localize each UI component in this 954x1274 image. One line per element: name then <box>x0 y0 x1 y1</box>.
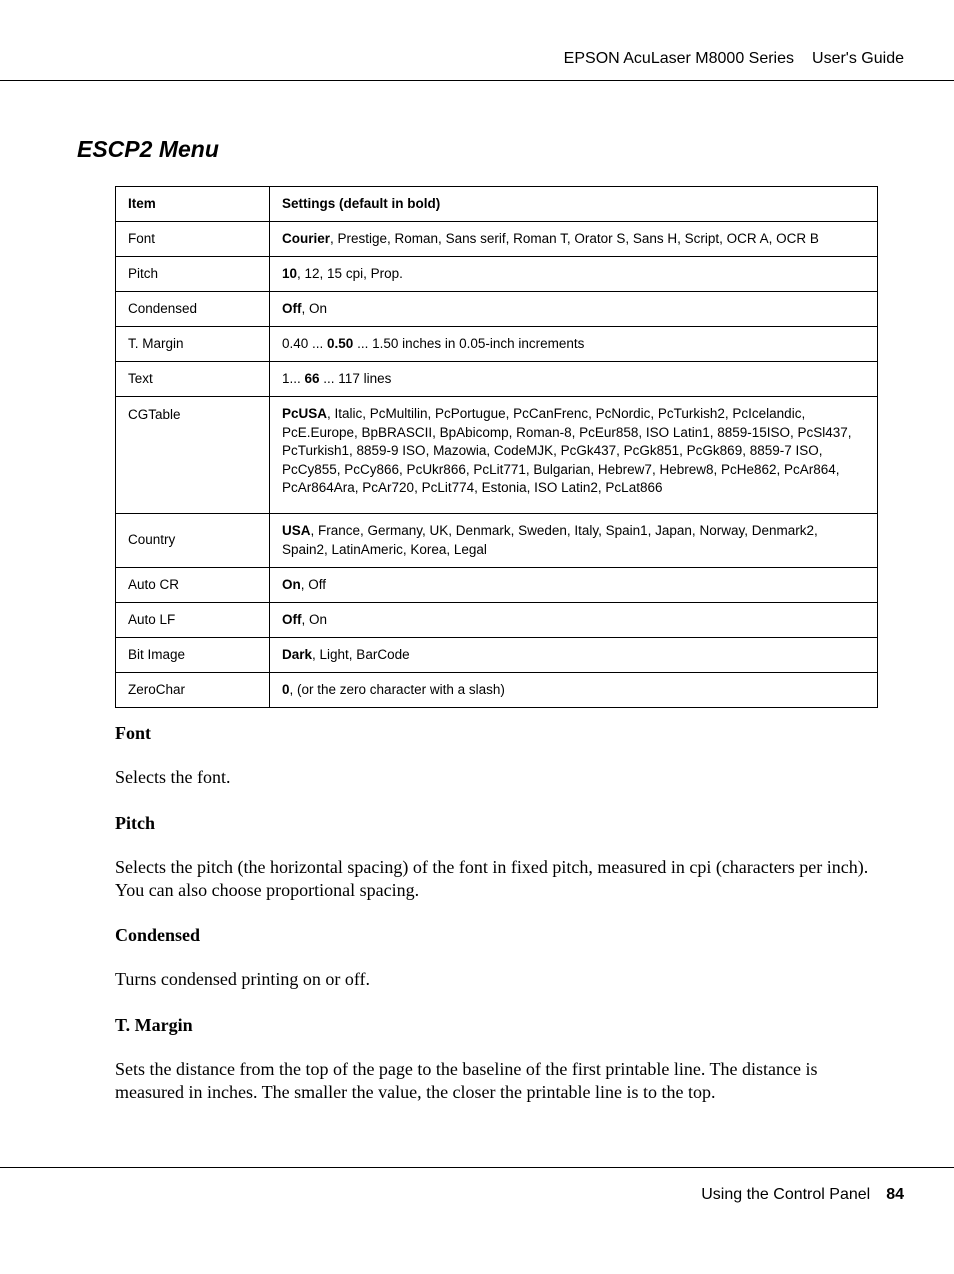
row-item: CGTable <box>116 397 270 514</box>
row-settings <box>270 514 878 568</box>
other-values: , 12, 15 cpi, Prop. <box>297 265 403 281</box>
column-header-settings: Settings (default in bold) <box>270 187 878 222</box>
other-values: , Prestige, Roman, Sans serif, Roman T, Orator S, Sans H, Script, OCR A, OCR B <box>330 230 819 246</box>
row-item: Text <box>116 362 270 397</box>
other-values: , Off <box>300 576 327 592</box>
min-value: 0.40 ... <box>282 335 328 351</box>
header-product: EPSON AcuLaser M8000 Series <box>563 50 795 67</box>
table-row <box>116 397 878 514</box>
row-settings <box>270 603 878 638</box>
default-value: Dark <box>282 646 313 662</box>
row-item: Condensed <box>116 292 270 327</box>
row-item: Pitch <box>116 257 270 292</box>
row-settings <box>270 222 878 257</box>
header-guide: User's Guide <box>812 50 904 67</box>
row-item: ZeroChar <box>116 673 270 708</box>
table-row <box>116 638 878 673</box>
default-value: Off <box>282 611 302 627</box>
table-row <box>116 257 878 292</box>
table-row <box>116 292 878 327</box>
row-item: T. Margin <box>116 327 270 362</box>
footer-chapter: Using the Control Panel <box>701 1186 871 1203</box>
row-settings <box>270 638 878 673</box>
row-settings <box>270 257 878 292</box>
tmargin-description: Sets the distance from the top of the page to the baseline of the first printable line. The distance is measured in inches. The smaller the value, the closer the printable line is to the top. <box>115 1059 818 1102</box>
footer-rule <box>0 1167 954 1168</box>
default-value: 0.50 <box>327 335 354 351</box>
default-value: 10 <box>282 265 298 281</box>
other-values: , (or the zero character with a slash) <box>289 681 505 697</box>
table-row <box>116 362 878 397</box>
default-value: Off <box>282 300 302 316</box>
pitch-subheading: Pitch <box>115 813 155 833</box>
other-values: ... 1.50 inches in 0.05-inch increments <box>353 335 585 351</box>
table-row <box>116 673 878 708</box>
table-row <box>116 222 878 257</box>
other-values: , France, Germany, UK, Denmark, Sweden, Italy, Spain1, Japan, Norway, Denmark2, Spain2, LatinAmeric, Korea, Legal <box>282 523 818 557</box>
row-item: Auto LF <box>116 603 270 638</box>
other-values: , On <box>301 611 328 627</box>
row-settings <box>270 327 878 362</box>
min-value: 1... <box>282 370 305 386</box>
other-values: , Italic, PcMultilin, PcPortugue, PcCanFrenc, PcNordic, PcTurkish2, PcIcelandic, PcE.Europe, BpBRASCII, BpAbicomp, Roman-8, PcEur858, ISO Latin1, 8859-15ISO, PcSl437, PcTurkish1, 8859-9 ISO, Mazowia, CodeMJK, PcGk437, PcGk851, PcGk869, 8859-7 ISO, PcCy855, PcCy866, PcUkr866, PcLit771, Bulgarian, Hebrew7, Hebrew8, PcHe862, PcAr864, PcAr864Ara, PcAr720, PcLit774, Estonia, ISO Latin2, PcLat866 <box>282 406 852 495</box>
row-settings <box>270 292 878 327</box>
row-item: Bit Image <box>116 638 270 673</box>
table-header-row <box>116 187 878 222</box>
default-value: PcUSA <box>282 406 328 421</box>
running-footer <box>701 1186 904 1204</box>
escp2-settings-table <box>115 186 878 708</box>
page-number: 84 <box>886 1186 904 1203</box>
other-values: , On <box>301 300 328 316</box>
default-value: 0 <box>282 681 290 697</box>
header-rule <box>0 80 954 81</box>
row-settings <box>270 362 878 397</box>
row-settings <box>270 568 878 603</box>
section-title: ESCP2 Menu <box>77 136 219 162</box>
row-item: Font <box>116 222 270 257</box>
row-settings <box>270 673 878 708</box>
row-item: Country <box>116 514 270 568</box>
row-item: Auto CR <box>116 568 270 603</box>
table-row <box>116 603 878 638</box>
default-value: USA <box>282 523 311 538</box>
table-row <box>116 568 878 603</box>
pitch-description: Selects the pitch (the horizontal spacing) of the font in fixed pitch, measured in cpi (characters per inch). You can also choose proportional spacing. <box>115 857 869 900</box>
default-value: On <box>282 576 301 592</box>
condensed-description: Turns condensed printing on or off. <box>115 969 370 989</box>
font-subheading: Font <box>115 723 151 743</box>
other-values: , Light, BarCode <box>312 646 410 662</box>
font-description: Selects the font. <box>115 767 231 787</box>
table-row <box>116 514 878 568</box>
table-row <box>116 327 878 362</box>
default-value: Courier <box>282 230 331 246</box>
tmargin-subheading: T. Margin <box>115 1015 193 1035</box>
row-settings <box>270 397 878 514</box>
condensed-subheading: Condensed <box>115 925 201 945</box>
default-value: 66 <box>304 370 320 386</box>
other-values: ... 117 lines <box>319 370 392 386</box>
column-header-item: Item <box>116 187 270 222</box>
running-header <box>564 50 904 68</box>
